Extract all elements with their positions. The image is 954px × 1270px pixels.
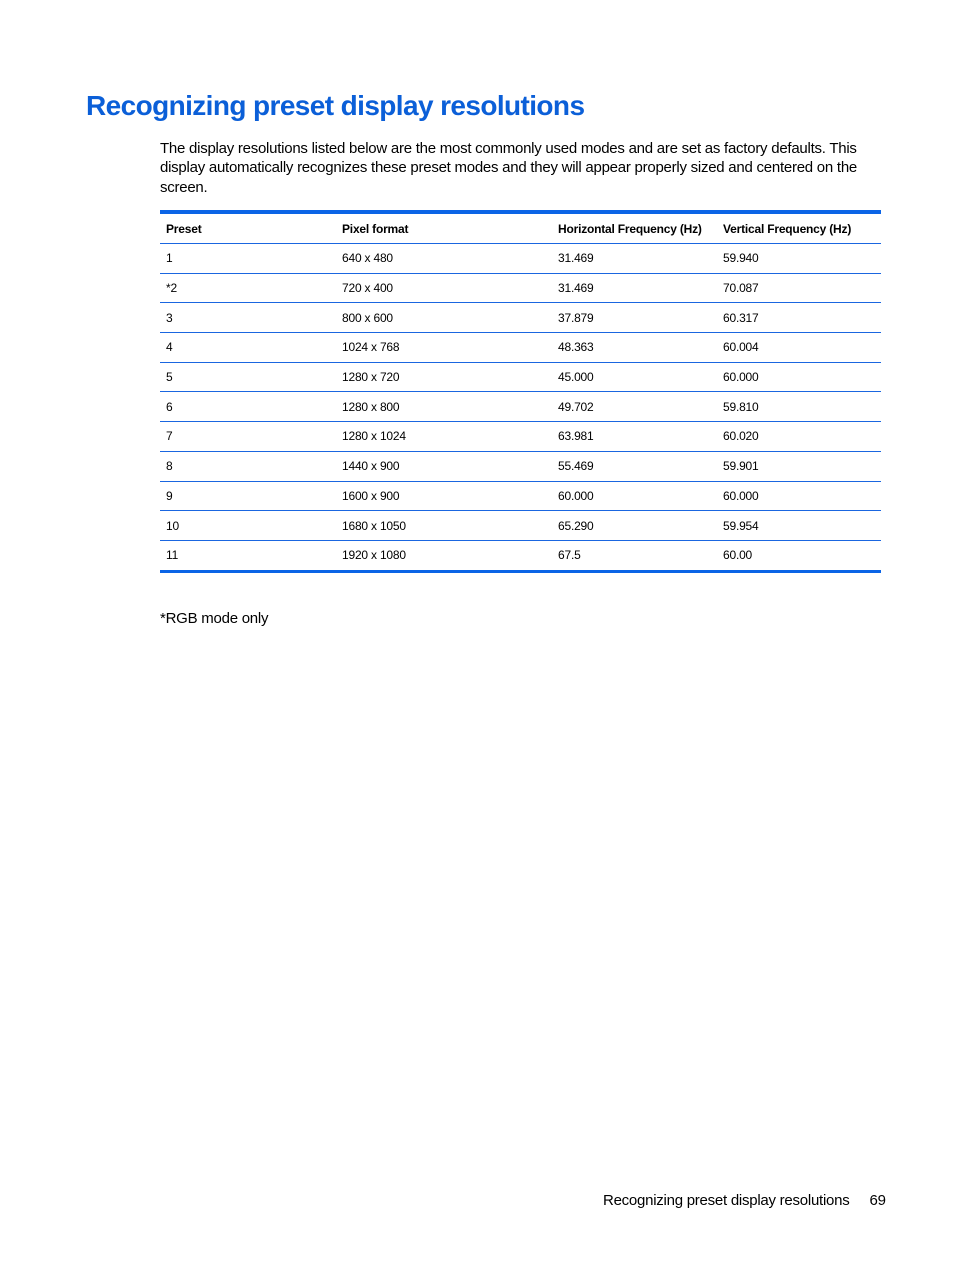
page-title: Recognizing preset display resolutions [86, 90, 585, 121]
cell-preset: 5 [160, 362, 336, 392]
cell-horizontal-frequency: 65.290 [552, 511, 717, 541]
cell-horizontal-frequency: 45.000 [552, 362, 717, 392]
cell-vertical-frequency: 59.901 [717, 451, 881, 481]
cell-horizontal-frequency: 63.981 [552, 422, 717, 452]
cell-pixel-format: 1440 x 900 [336, 451, 552, 481]
cell-vertical-frequency: 60.000 [717, 481, 881, 511]
cell-vertical-frequency: 60.020 [717, 422, 881, 452]
cell-preset: 6 [160, 392, 336, 422]
table-header-row [160, 212, 881, 244]
table-row [160, 362, 881, 392]
cell-horizontal-frequency: 49.702 [552, 392, 717, 422]
column-header-vertical-frequency: Vertical Frequency (Hz) [717, 212, 881, 244]
cell-horizontal-frequency: 31.469 [552, 273, 717, 303]
table-row [160, 273, 881, 303]
cell-vertical-frequency: 60.317 [717, 303, 881, 333]
table-row [160, 392, 881, 422]
intro-paragraph: The display resolutions listed below are the most commonly used modes and are set as factory defaults. This display automatically recognizes these preset modes and they will appear properly sized and centered on the screen. [160, 140, 857, 196]
preset-resolutions-table [160, 210, 881, 573]
cell-vertical-frequency: 59.940 [717, 244, 881, 274]
cell-preset: 1 [160, 244, 336, 274]
cell-pixel-format: 1920 x 1080 [342, 548, 406, 563]
cell-preset: 9 [160, 481, 336, 511]
cell-preset: 3 [160, 303, 336, 333]
cell-preset: *2 [160, 273, 336, 303]
cell-horizontal-frequency: 67.5 [558, 548, 581, 563]
cell-vertical-frequency: 60.004 [717, 333, 881, 363]
cell-preset: 4 [160, 333, 336, 363]
cell-horizontal-frequency: 31.469 [552, 244, 717, 274]
cell-horizontal-frequency: 37.879 [552, 303, 717, 333]
table-body [160, 244, 881, 572]
cell-vertical-frequency: 60.00 [723, 548, 753, 563]
table-row [160, 422, 881, 452]
column-header-preset: Preset [160, 212, 336, 244]
table-row [160, 303, 881, 333]
cell-horizontal-frequency: 60.000 [552, 481, 717, 511]
cell-vertical-frequency: 59.810 [717, 392, 881, 422]
cell-pixel-format: 1680 x 1050 [336, 511, 552, 541]
cell-vertical-frequency: 59.954 [717, 511, 881, 541]
cell-vertical-frequency: 60.000 [717, 362, 881, 392]
table-row [160, 540, 881, 571]
cell-pixel-format: 720 x 400 [336, 273, 552, 303]
cell-preset: 7 [160, 422, 336, 452]
cell-pixel-format: 1024 x 768 [336, 333, 552, 363]
cell-horizontal-frequency: 55.469 [552, 451, 717, 481]
cell-pixel-format: 1280 x 1024 [336, 422, 552, 452]
cell-pixel-format: 1280 x 800 [336, 392, 552, 422]
cell-horizontal-frequency: 48.363 [552, 333, 717, 363]
page-number: 69 [869, 1192, 886, 1209]
footer-section-title: Recognizing preset display resolutions [603, 1192, 850, 1209]
cell-pixel-format: 1280 x 720 [336, 362, 552, 392]
column-header-horizontal-frequency: Horizontal Frequency (Hz) [552, 212, 717, 244]
cell-preset: 10 [160, 511, 336, 541]
cell-vertical-frequency: 70.087 [717, 273, 881, 303]
cell-preset: 8 [160, 451, 336, 481]
cell-pixel-format: 1600 x 900 [336, 481, 552, 511]
cell-preset: 11 [166, 548, 179, 563]
table-row [160, 244, 881, 274]
table-row [160, 481, 881, 511]
table-row [160, 333, 881, 363]
cell-pixel-format: 800 x 600 [336, 303, 552, 333]
table-row [160, 511, 881, 541]
page-footer [603, 1192, 886, 1209]
cell-pixel-format: 640 x 480 [336, 244, 552, 274]
footnote: *RGB mode only [160, 610, 269, 627]
table-row [160, 451, 881, 481]
column-header-pixel-format: Pixel format [336, 212, 552, 244]
